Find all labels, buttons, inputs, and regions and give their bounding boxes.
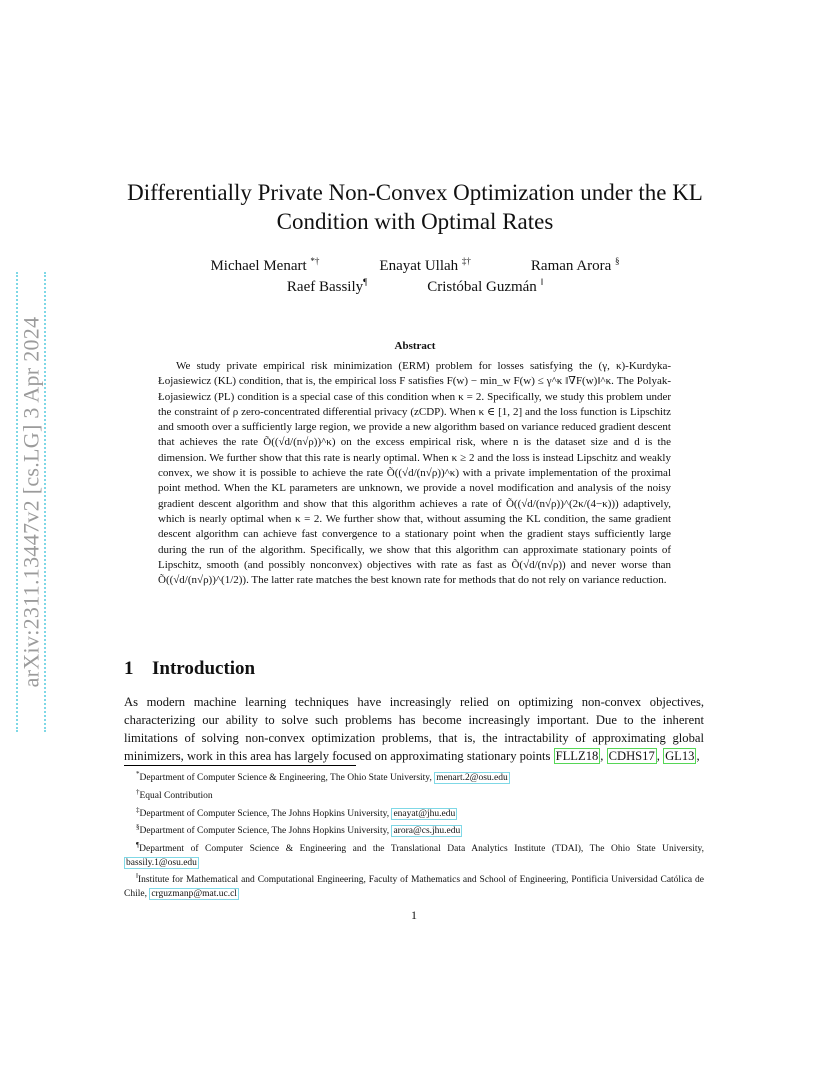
arxiv-stamp	[16, 272, 46, 732]
author	[379, 256, 470, 275]
footnote-text: Institute for Mathematical and Computational Engineering, Faculty of Mathematics and School of Engineering, Pontificia Universidad Católica de Chile,	[124, 875, 704, 900]
intro-paragraph	[124, 693, 704, 765]
author-name: Michael Menart	[210, 258, 307, 274]
arxiv-identifier[interactable]: arXiv:2311.13447v2 [cs.LG] 3 Apr 2024	[18, 316, 44, 688]
email-link[interactable]: enayat@jhu.edu	[393, 808, 456, 819]
email-link[interactable]: bassily.1@osu.edu	[126, 857, 197, 868]
footnote	[124, 786, 704, 804]
author-mark[interactable]: ‡†	[461, 256, 471, 266]
author-name: Raef Bassily	[286, 279, 364, 295]
footnote-text: Department of Computer Science, The Johns Hopkins University,	[139, 826, 392, 837]
author-block	[110, 256, 720, 296]
author-mark[interactable]: ¶	[363, 277, 368, 287]
footnote	[124, 821, 704, 839]
footnote	[124, 768, 704, 786]
citation-separator: ,	[656, 749, 664, 763]
email-link[interactable]: crguzmanp@mat.uc.cl	[151, 889, 237, 900]
footnote-mark: †	[136, 787, 140, 796]
footnote-text: Equal Contribution	[139, 790, 213, 801]
author-mark[interactable]: ‖	[540, 277, 544, 287]
citation-link[interactable]: GL13	[665, 749, 695, 763]
author-name: Cristóbal Guzmán	[427, 279, 537, 295]
footnotes	[124, 768, 704, 902]
page-number: 1	[411, 908, 417, 922]
footnote	[124, 839, 704, 870]
footnote-text: Department of Computer Science & Engineering, The Ohio State University,	[139, 773, 435, 784]
abstract-heading: Abstract	[394, 340, 436, 352]
section-title: Introduction	[152, 658, 256, 679]
footnote-mark: *	[136, 770, 140, 778]
paper-title: Differentially Private Non-Convex Optimization under the KL Condition with Optimal Rates	[127, 180, 703, 234]
author-name: Raman Arora	[530, 258, 612, 274]
author-row-2	[110, 277, 720, 296]
abstract-text: We study private empirical risk minimization (ERM) problem for losses satisfying the (γ, κ)-Kurdyka-Łojasiewicz (KL) condition, that is, the empirical loss F satisfies F(w) − min_w F(w) ≤ γ^κ ‖∇F(w)‖^κ. The Polyak-Łojasiewicz (PL) condition is a special case of this condition when κ = 2. Specifically, we study this problem under the constraint of ρ zero-concentrated differential privacy (zCDP). When κ ∈ [1, 2] and the loss function is Lipschitz and smooth over a sufficiently large region, we provide a new algorithm based on variance reduced gradient descent that achieves the rate Õ((√d/(n√ρ))^κ) on the excess empirical risk, where n is the dataset size and d is the dimension. We further show that this rate is nearly optimal. When κ ≥ 2 and the loss is instead Lipschitz and weakly convex, we show it is possible to achieve the rate Õ((√d/(n√ρ))^κ) with a private implementation of the proximal point method. When the KL parameters are unknown, we provide a novel modification and analysis of the noisy gradient descent algorithm and show that this algorithm achieves a rate of Õ((√d/(n√ρ))^(2κ/(4−κ))) adaptively, which is nearly optimal when κ = 2. We further show that, without assuming the KL condition, the same gradient descent algorithm can achieve fast convergence to a stationary point when the gradient stays sufficiently large during the run of the algorithm. Specifically, we show that this algorithm can approximate stationary points of Lipschitz, smooth (and possibly nonconvex) objectives with rate as fast as Õ(√d/(n√ρ)) and never worse than Õ((√d/(n√ρ))^(1/2)). The latter rate matches the best known rate for methods that do not rely on variance reduction.	[158, 360, 671, 587]
footnote	[124, 870, 704, 901]
citation-link[interactable]: FLLZ18	[555, 749, 599, 763]
email-link[interactable]: arora@cs.jhu.edu	[393, 826, 461, 837]
author-row-1	[110, 256, 720, 275]
footnote-mark: §	[136, 823, 140, 832]
author-mark[interactable]: §	[615, 256, 620, 266]
section-heading	[124, 658, 255, 680]
author-name: Enayat Ullah	[379, 258, 459, 274]
author	[287, 277, 367, 296]
citation-link[interactable]: CDHS17	[608, 749, 655, 763]
footnote-mark: ‡	[136, 805, 140, 814]
citation-separator: ,	[600, 749, 607, 763]
footnote-mark: ¶	[136, 841, 140, 849]
abstract	[158, 359, 671, 588]
footnote-text: Department of Computer Science & Engineering and the Translational Data Analytics Institute (TDAI), The Ohio State University,	[139, 844, 704, 855]
footnote	[124, 804, 704, 822]
footnote-text: Department of Computer Science, The Johns Hopkins University,	[139, 808, 392, 819]
footnote-mark: ‖	[136, 872, 138, 881]
intro-text: As modern machine learning techniques have increasingly relied on optimizing non-convex objectives, characterizing our ability to solve such problems has become increasingly important. Due to the inherent limitations of solving non-convex optimization problems, that is, the intractability of approximating global minimizers, work in this area has largely focused on approximating stationary points	[124, 695, 704, 763]
section-number: 1	[124, 658, 134, 679]
author-mark[interactable]: *†	[310, 256, 320, 266]
citation-separator: ,	[696, 749, 700, 763]
author	[210, 256, 319, 275]
author	[531, 256, 620, 275]
email-link[interactable]: menart.2@osu.edu	[436, 773, 508, 784]
footnote-rule	[124, 765, 356, 766]
author	[427, 277, 543, 296]
